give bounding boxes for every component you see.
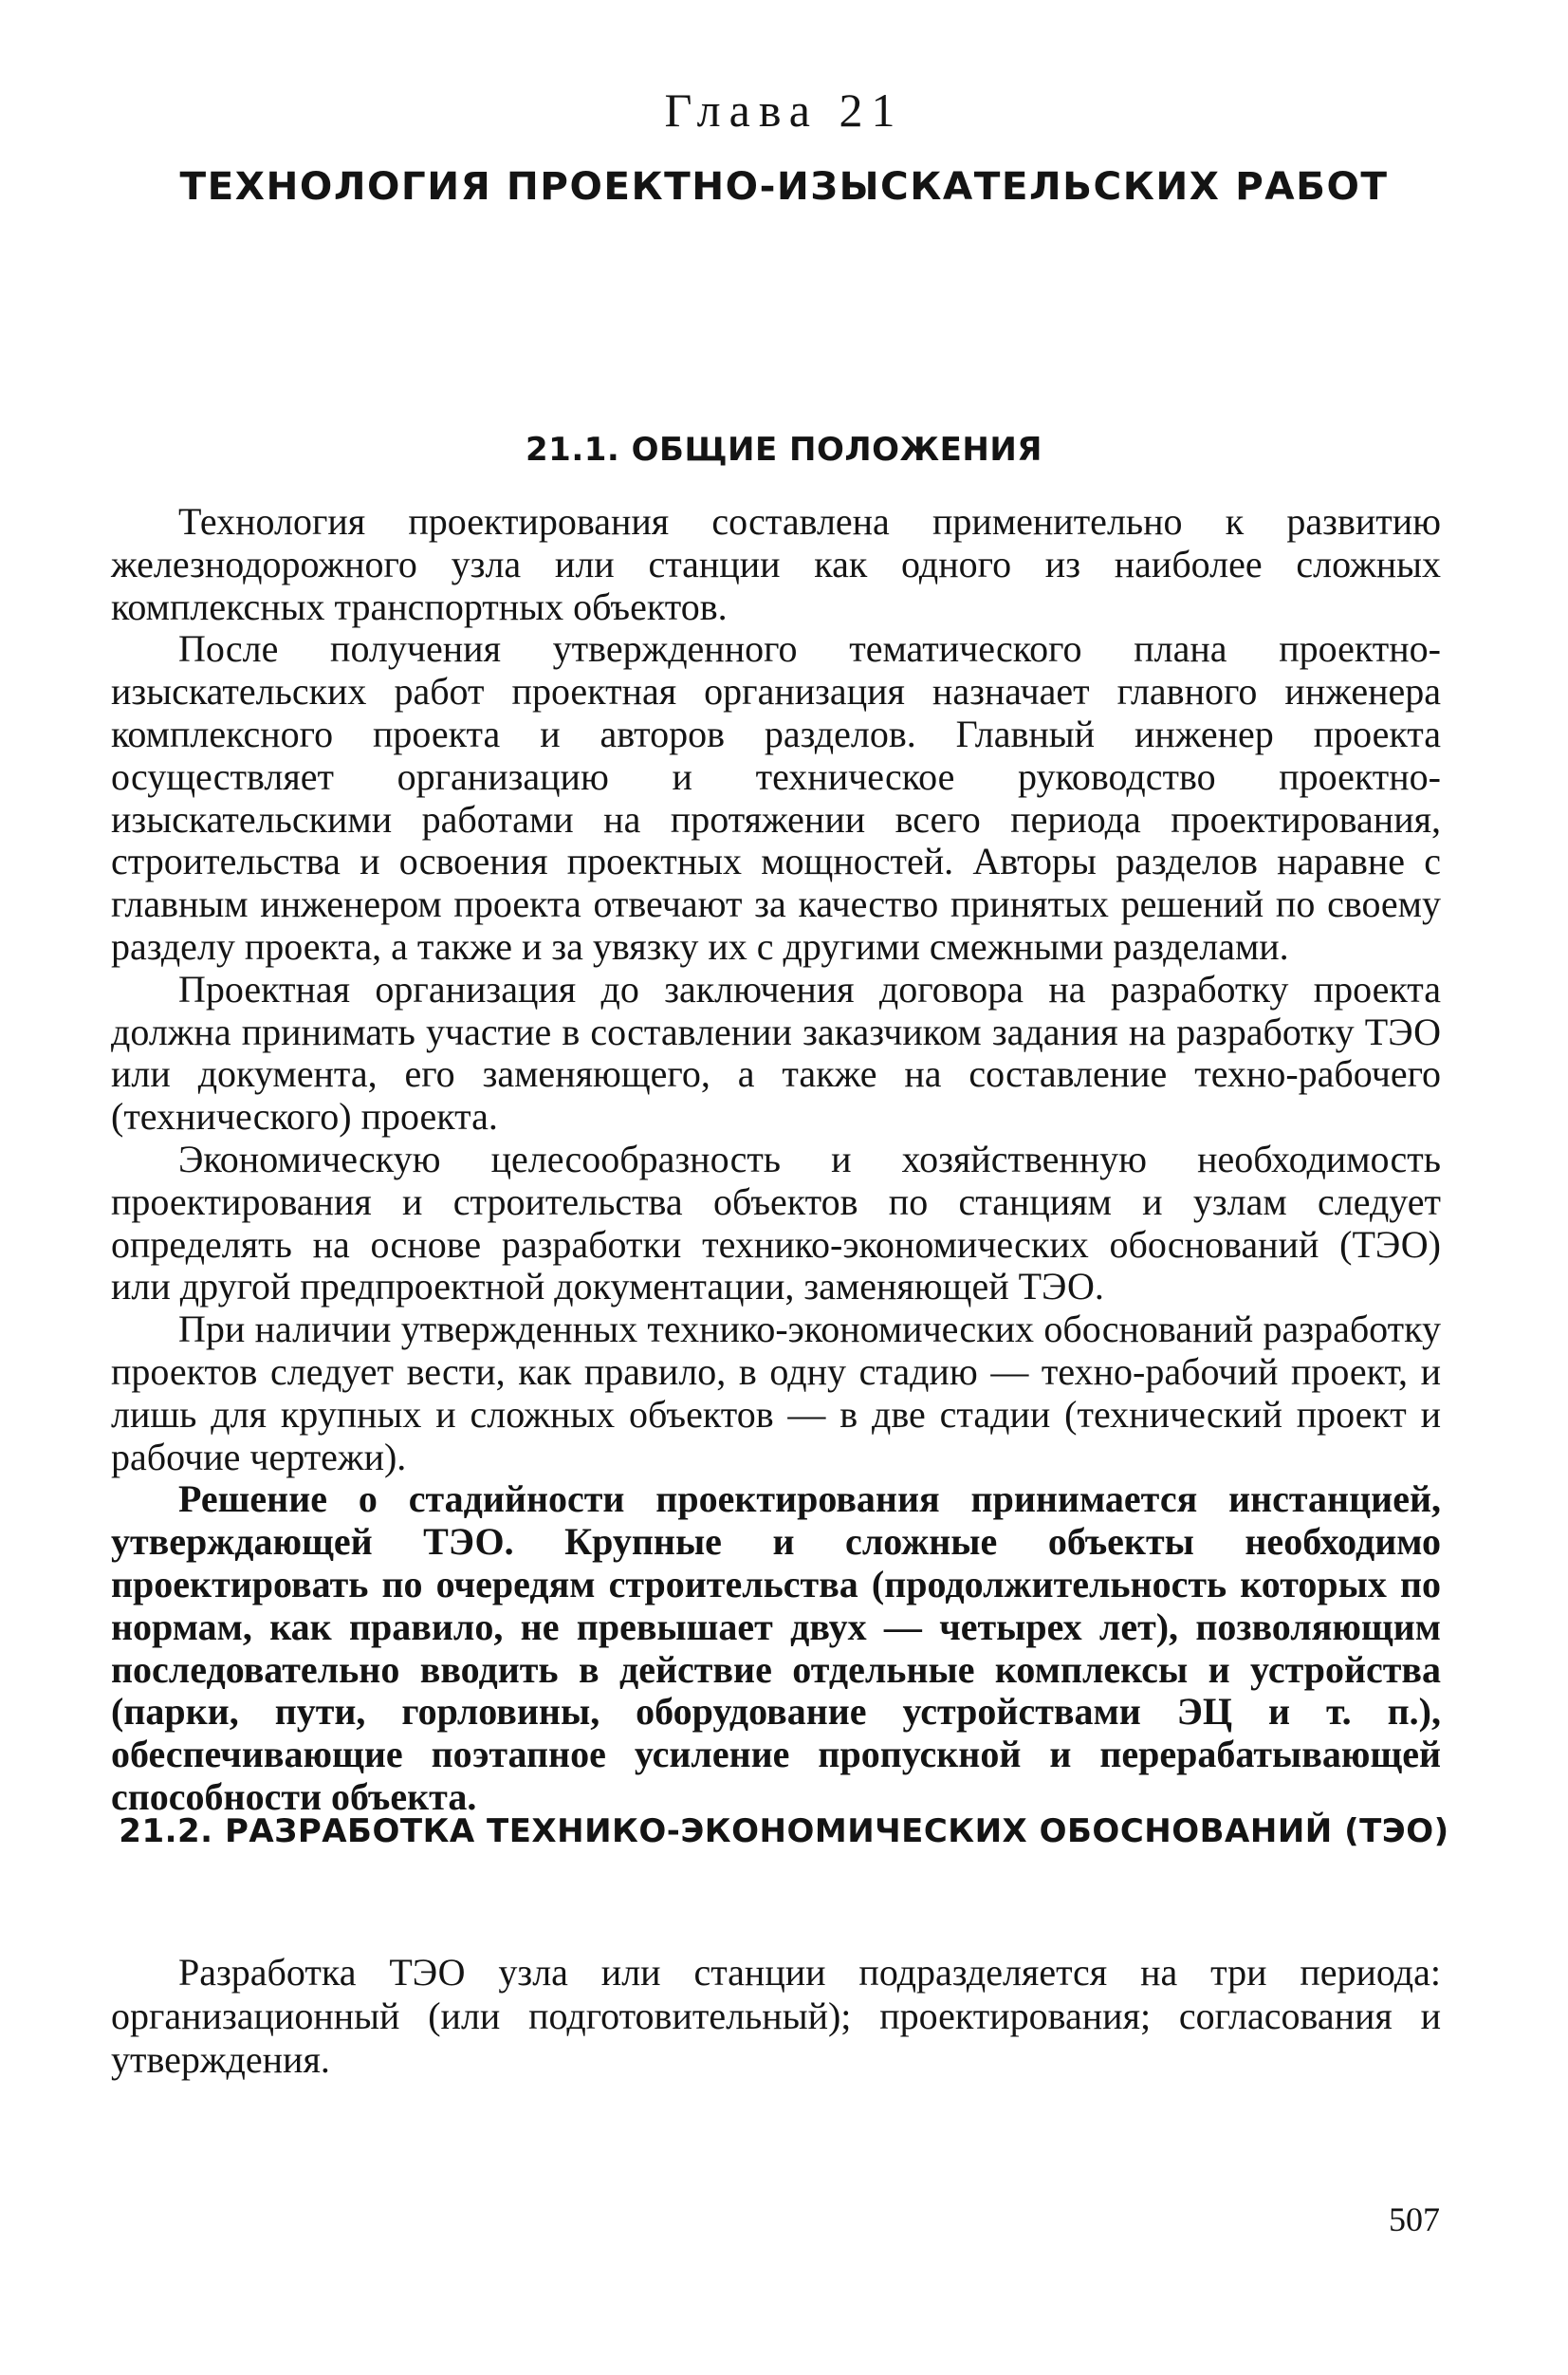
paragraph: Технология проектирования составлена применительно к развитию железнодорожного узла или станции как одного из наиболее сложных комплексных транспортных объектов. [111,500,1441,628]
paragraph: Проектная организация до заключения договора на разработку проекта должна принимать участие в составлении заказчиком задания на разработку ТЭО или документа, его заменяющего, а также на составление техно-рабочего (технического) проекта. [111,967,1441,1139]
section-body [111,1951,1441,2082]
chapter-title: ТЕХНОЛОГИЯ ПРОЕКТНО-ИЗЫСКАТЕЛЬСКИХ РАБОТ [179,163,1389,209]
paragraph: Решение о стадийности проектирования принимается инстанцией, утверждающей ТЭО. Крупные и сложные объекты необходимо проектировать по очередям строительства (продолжительность которых по нормам, как правило, не превышает двух — четырех лет), позволяющим последовательно вводить в действие отдельные комплексы и устройства (парки, пути, горловины, оборудование устройствами ЭЦ и т. п.), обеспечивающие поэтапное усиление пропускной и перерабатывающей способности объекта. [111,1477,1441,1818]
page-number: 507 [1389,2200,1440,2238]
section-heading: 21.1. ОБЩИЕ ПОЛОЖЕНИЯ [526,431,1042,469]
paragraph: Экономическую целесообразность и хозяйственную необходимость проектирования и строительства объектов по станциям и узлам следует определять на основе разработки технико-экономических обоснований (ТЭО) или другой предпроектной документации, заменяющей ТЭО. [111,1137,1441,1308]
paragraph: После получения утвержденного тематического плана проектно-изыскательских работ проектная организация назначает главного инженера комплексного проекта и авторов разделов. Главный инженер проекта осуществляет организацию и техническое руководство проектно-изыскательскими работами на протяжении всего периода проектирования, строительства и освоения проектных мощностей. Авторы разделов наравне с главным инженером проекта отвечают за качество принятых решений по своему разделу проекта, а также и за увязку их с другими смежными разделами. [111,627,1441,968]
section-heading: 21.2. РАЗРАБОТКА ТЕХНИКО-ЭКОНОМИЧЕСКИХ ОБОСНОВАНИЙ (ТЭО) [119,1812,1449,1850]
chapter-label: Глава 21 [664,83,904,137]
paragraph: При наличии утвержденных технико-экономических обоснований разработку проектов следует вести, как правило, в одну стадию — техно-рабочий проект, и лишь для крупных и сложных объектов — в две стадии (технический проект и рабочие чертежи). [111,1308,1441,1478]
paragraph: Разработка ТЭО узла или станции подразделяется на три периода: организационный (или подготовительный); проектирования; согласования и утверждения. [111,1951,1441,2081]
section-body [111,501,1441,1819]
